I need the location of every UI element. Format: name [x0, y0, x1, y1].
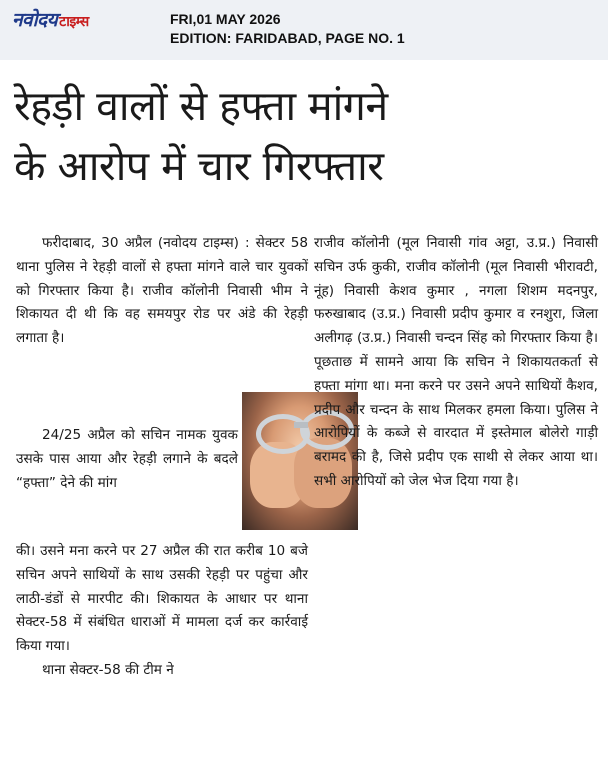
- headline-line-1: रेहड़ी वालों से हफ्ता मांगने: [14, 82, 388, 130]
- handcuff-chain: [294, 422, 308, 428]
- headline-line-2: के आरोप में चार गिरफ्तार: [14, 142, 384, 190]
- paragraph-3: थाना सेक्टर-58 की टीम ने: [42, 661, 174, 678]
- date-line: FRI,01 MAY 2026: [170, 11, 281, 27]
- paragraph-2: 24/25 अप्रैल को सचिन नामक युवक उसके पास आया और रेहड़ी लगाने के बदले “हफ्ता” देने की मांग: [16, 427, 238, 491]
- article-column-1-wrap: [16, 424, 238, 495]
- edition-line: EDITION: FARIDABAD, PAGE NO. 1: [170, 30, 405, 46]
- edition-info: [170, 10, 405, 48]
- newspaper-logo[interactable]: [12, 6, 89, 32]
- article-column-2: [314, 232, 598, 494]
- paragraph-1: फरीदाबाद, 30 अप्रैल (नवोदय टाइम्स) : सेक्टर 58 थाना पुलिस ने रेहड़ी वालों से हफ्ता मांगने वाले चार युवकों को गिरफ्तार किया है। राजीव कॉलोनी निवासी भीम ने शिकायत दी थी कि वह समयपुर रोड पर अंडे की रेहड़ी लगाता है।: [16, 235, 308, 347]
- headline: [14, 76, 598, 196]
- article-column-1-top: [16, 232, 308, 351]
- article-column-1-bottom: [16, 540, 308, 683]
- logo-main: नवोदय: [12, 9, 58, 31]
- paragraph-4: राजीव कॉलोनी (मूल निवासी गांव अट्टा, उ.प्र.) निवासी सचिन उर्फ कुकी, राजीव कॉलोनी (मूल निवासी भीरावटी, नूंह) निवासी केशव कुमार , नगला शिशम मदनपुर, फरुखाबाद (उ.प्र.) निवासी प्रदीप कुमार व रनशुरा, जिला अलीगढ़ (उ.प्र.) निवासी चन्दन सिंह को गिरफ्तार किया है। पूछताछ में सामने आया कि सचिन ने शिकायतकर्ता से हफ्ता मांगा था। मना करने पर उसने अपने साथियों कैशव, प्रदीप और चन्दन के साथ मिलकर हमला किया। पुलिस ने आरोपियों के कब्जे से वारदात में इस्तेमाल बोलेरो गाड़ी बरामद की है, जिसे प्रदीप एक साथी से लेकर आया था। सभी आरोपियों को जेल भेज दिया गया है।: [314, 235, 598, 489]
- paragraph-2-continued: की। उसने मना करने पर 27 अप्रैल की रात करीब 10 बजे सचिन अपने साथियों के साथ उसकी रेहड़ी पर पहुंचा और लाठी-डंडों से मारपीट की। शिकायत के आधार पर थाना सेक्टर-58 में संबंधित धाराओं में मामला दर्ज कर कार्रवाई किया गया।: [16, 543, 308, 655]
- logo-sub: टाइम्स: [59, 14, 89, 30]
- masthead: [0, 0, 608, 60]
